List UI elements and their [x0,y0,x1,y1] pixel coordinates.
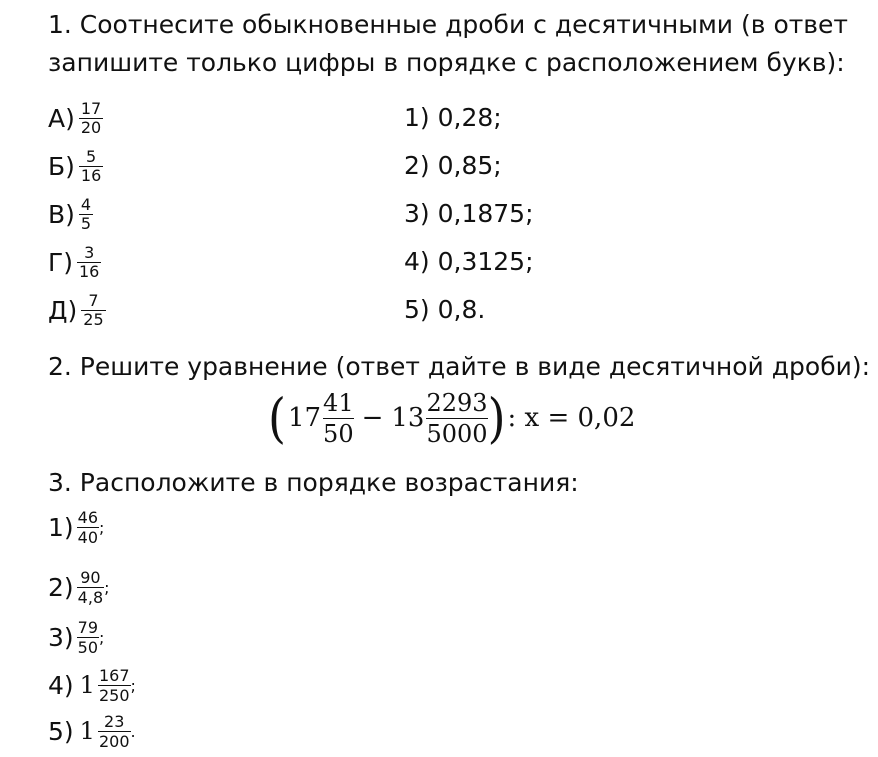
item-terminator: ; [99,627,105,647]
mixed-whole: 1 [79,671,95,699]
fraction-row-g [48,238,101,286]
minus-sign: − [361,403,384,433]
task2-title: 2. Решите уравнение (ответ дайте в виде десятичной дроби): [48,352,871,381]
fraction [77,618,99,657]
fraction-numerator: 4 [80,194,92,214]
fraction-denominator: 16 [79,261,100,281]
fraction-row-v [48,190,93,238]
open-paren: ( [268,386,286,450]
task1-title-line2: запишите только цифры в порядке с расположением букв): [48,48,845,77]
fraction [79,100,103,137]
decimal-option: 4) 0,3125; [404,247,534,276]
decimal-option: 5) 0,8. [404,295,486,324]
fraction-row-b [48,142,103,190]
fraction-numerator: 3 [84,242,95,262]
fraction-numerator: 46 [77,507,99,527]
fraction-denominator: 20 [80,117,102,137]
fraction-denominator: 250 [98,685,130,705]
fraction-numerator: 2293 [426,388,488,417]
fraction-denominator: 16 [80,165,102,185]
fraction [79,196,93,233]
decimal-option: 1) 0,28; [404,103,502,132]
fraction-label: А) [48,103,75,133]
fraction-denominator: 200 [98,731,130,751]
fraction [77,508,99,547]
fraction-numerator: 7 [88,290,99,310]
equation-fraction [323,388,354,449]
item-label: 4) [48,670,74,700]
order-item [48,706,136,756]
item-label: 1) [48,512,74,542]
equation-tail: : x = 0,02 [507,403,636,433]
task3-title: 3. Расположите в порядке возрастания: [48,468,579,497]
fraction [98,666,131,705]
fraction-label: Б) [48,151,75,181]
task1-title-line1: 1. Соотнесите обыкновенные дроби с десятичными (в ответ [48,10,848,39]
equation-fraction [426,388,487,449]
decimal-option: 3) 0,1875; [404,199,534,228]
order-item [48,502,104,552]
fraction-numerator: 167 [98,665,130,685]
fraction [81,292,105,329]
item-terminator: . [130,721,136,741]
close-paren: ) [487,386,506,450]
fraction-numerator: 17 [80,98,102,118]
decimal-option: 2) 0,85; [404,151,502,180]
item-label: 5) [48,716,74,746]
fraction-label: В) [48,199,75,229]
fraction [77,568,104,607]
fraction-denominator: 5 [80,213,92,233]
equation [268,386,635,450]
fraction-denominator: 4,8 [77,587,104,607]
item-label: 3) [48,622,74,652]
fraction-numerator: 5 [85,146,97,166]
order-item [48,562,110,612]
fraction-denominator: 50 [77,637,99,657]
fraction-row-d [48,286,106,334]
fraction-numerator: 23 [104,711,125,731]
fraction-denominator: 5000 [426,419,488,448]
fraction-numerator: 41 [323,388,354,417]
fraction-denominator: 40 [77,527,99,547]
fraction [98,712,131,751]
mixed-whole: 13 [391,403,425,433]
fraction-label: Г) [48,247,73,277]
fraction-label: Д) [48,295,78,325]
fraction-denominator: 50 [323,419,354,448]
fraction-numerator: 90 [80,567,101,587]
fraction-row-a [48,94,103,142]
mixed-whole: 17 [287,403,322,433]
fraction [77,244,101,281]
order-item [48,660,136,710]
mixed-whole: 1 [79,717,95,745]
fraction-numerator: 79 [77,617,99,637]
item-terminator: ; [104,577,110,597]
fraction-denominator: 25 [83,309,104,329]
fraction [79,148,103,185]
item-label: 2) [48,572,74,602]
item-terminator: ; [130,675,136,695]
order-item [48,612,104,662]
item-terminator: ; [99,517,105,537]
